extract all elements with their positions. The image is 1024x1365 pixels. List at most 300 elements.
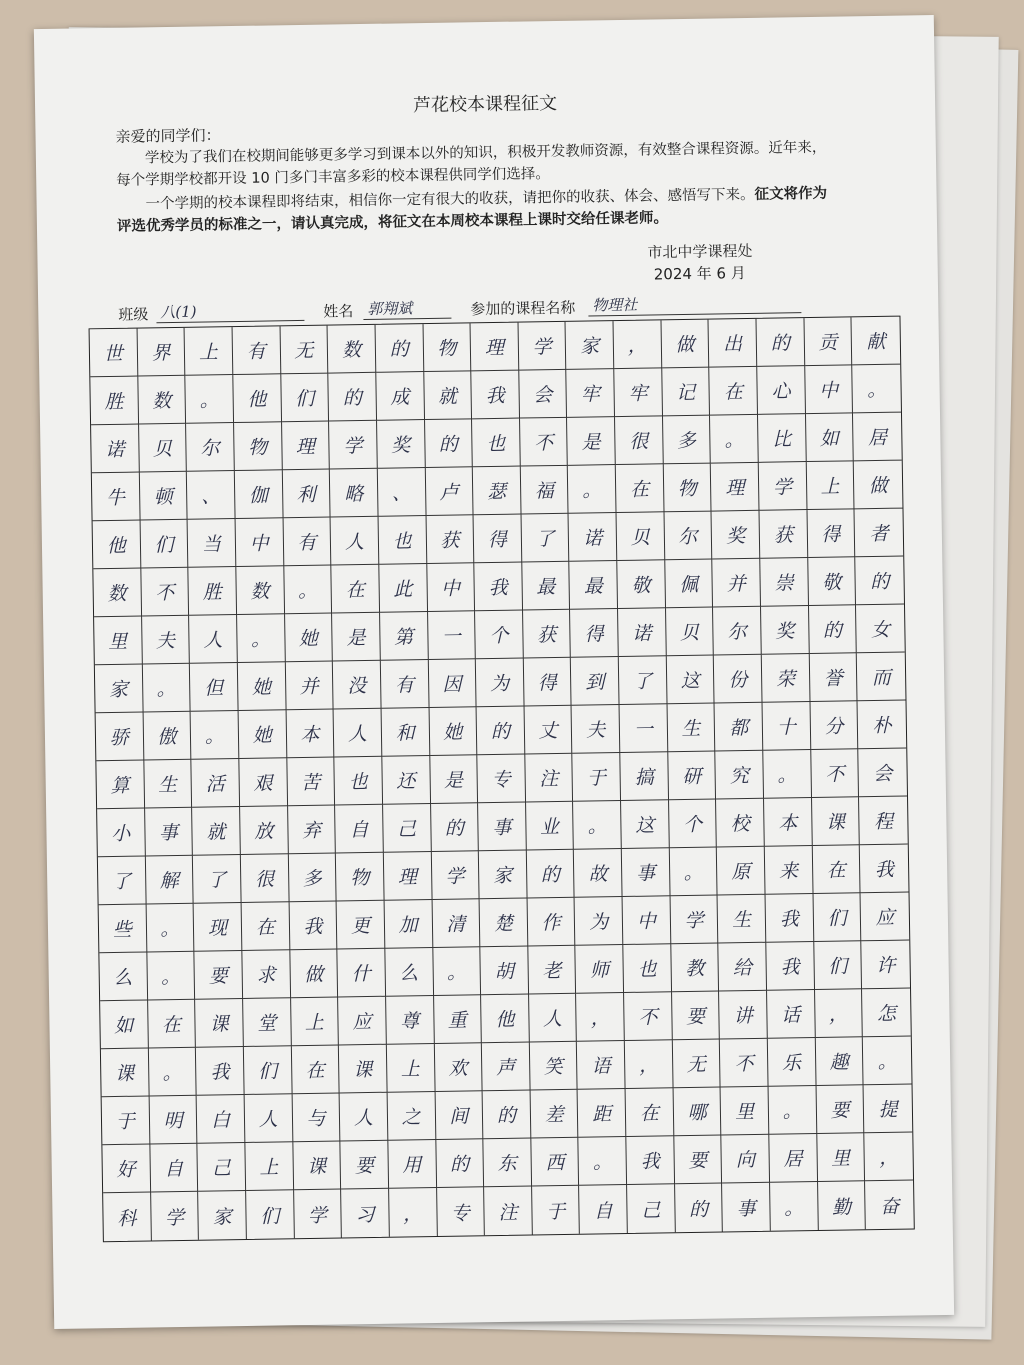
grid-cell: 业 — [526, 802, 574, 851]
grid-cell: 间 — [435, 1091, 483, 1140]
grid-cell: 中 — [623, 896, 671, 945]
grid-cell: 、 — [378, 468, 426, 517]
grid-cell: 。 — [579, 1137, 627, 1186]
grid-cell: 夫 — [572, 705, 620, 754]
grid-cell: 们 — [246, 1190, 294, 1239]
grid-cell: 生 — [667, 704, 715, 753]
grid-cell: 也 — [623, 944, 671, 993]
grid-cell: 课 — [195, 999, 243, 1048]
grid-cell: 家 — [479, 851, 527, 900]
grid-cell: 不 — [720, 1039, 768, 1088]
grid-cell: 学 — [294, 1189, 342, 1238]
grid-cell: 程 — [859, 797, 907, 846]
grid-cell: 此 — [379, 564, 427, 613]
grid-cell: 崇 — [760, 558, 808, 607]
grid-cell: 了 — [619, 656, 667, 705]
grid-cell: 理 — [471, 323, 519, 372]
grid-cell: 人 — [340, 1093, 388, 1142]
grid-cell: 教 — [671, 944, 719, 993]
grid-cell: 中 — [805, 365, 853, 414]
grid-cell: ， — [815, 989, 863, 1038]
grid-cell: 己 — [627, 1184, 675, 1233]
grid-cell: 本 — [286, 710, 334, 759]
grid-cell: ， — [865, 1132, 913, 1181]
grid-cell: 欢 — [434, 1043, 482, 1092]
course-label: 参加的课程名称 — [470, 298, 576, 319]
grid-cell: 理 — [282, 422, 330, 471]
grid-cell: 己 — [383, 804, 431, 853]
grid-cell: 数 — [236, 566, 284, 615]
grid-cell: 了 — [193, 855, 241, 904]
grid-cell: 佩 — [665, 560, 713, 609]
grid-cell: 为 — [476, 659, 524, 708]
grid-cell: 们 — [281, 374, 329, 423]
grid-cell: 贝 — [617, 512, 665, 561]
grid-cell: 要 — [195, 951, 243, 1000]
grid-cell: 尔 — [664, 512, 712, 561]
grid-cell: 注 — [484, 1186, 532, 1235]
name-label: 姓名 — [323, 302, 354, 321]
grid-cell: 要 — [816, 1085, 864, 1134]
grid-cell: 的 — [675, 1183, 723, 1232]
grid-cell: 得 — [807, 509, 855, 558]
instruction-paragraph — [116, 183, 837, 238]
grid-cell: 也 — [378, 516, 426, 565]
grid-cell: 事 — [722, 1183, 770, 1232]
grid-cell: 无 — [280, 326, 328, 375]
grid-cell: 明 — [149, 1096, 197, 1145]
grid-cell: 。 — [146, 904, 194, 953]
grid-cell: 许 — [862, 941, 910, 990]
grid-cell: 现 — [194, 903, 242, 952]
grid-cell: 第 — [380, 612, 428, 661]
instruction-text: 一个学期的校本课程即将结束，相信你一定有很大的收获，请把你的收获、体会、感悟写下来。 — [145, 186, 755, 213]
grid-cell: 来 — [765, 846, 813, 895]
grid-cell: 得 — [524, 658, 572, 707]
grid-cell: 趣 — [815, 1037, 863, 1086]
grid-cell: 科 — [103, 1192, 151, 1241]
grid-cell: 应 — [338, 997, 386, 1046]
grid-cell: 研 — [668, 752, 716, 801]
grid-cell: 当 — [188, 519, 236, 568]
grid-cell: 西 — [531, 1138, 579, 1187]
grid-cell: 作 — [527, 898, 575, 947]
grid-cell: 的 — [809, 605, 857, 654]
grid-cell: 的 — [856, 557, 904, 606]
grid-cell: 了 — [521, 514, 569, 563]
grid-cell: 尔 — [186, 423, 234, 472]
grid-cell: 生 — [718, 895, 766, 944]
grid-cell: 自 — [335, 805, 383, 854]
grid-cell: 乐 — [768, 1038, 816, 1087]
grid-cell: 诺 — [569, 513, 617, 562]
grid-cell: 要 — [341, 1141, 389, 1190]
grid-cell: 是 — [332, 613, 380, 662]
grid-cell: 伽 — [235, 470, 283, 519]
grid-cell: 福 — [521, 466, 569, 515]
grid-cell: 我 — [289, 901, 337, 950]
grid-cell: 讲 — [719, 991, 767, 1040]
grid-cell: 中 — [427, 563, 475, 612]
grid-cell: 。 — [710, 415, 758, 464]
grid-cell: 差 — [530, 1090, 578, 1139]
grid-cell: 自 — [150, 1144, 198, 1193]
grid-cell: 师 — [576, 945, 624, 994]
grid-cell: 就 — [424, 371, 472, 420]
grid-cell: 里 — [721, 1087, 769, 1136]
grid-cell: 了 — [98, 856, 146, 905]
grid-cell: 获 — [523, 610, 571, 659]
grid-cell: 并 — [713, 559, 761, 608]
grid-cell: 些 — [99, 904, 147, 953]
grid-cell: 应 — [861, 893, 909, 942]
grid-cell: 学 — [670, 896, 718, 945]
grid-cell: 他 — [93, 521, 141, 570]
grid-cell: 究 — [716, 751, 764, 800]
grid-cell: 一 — [428, 611, 476, 660]
grid-cell: 。 — [853, 365, 901, 414]
grid-cell: 学 — [431, 851, 479, 900]
grid-cell: 习 — [341, 1189, 389, 1238]
grid-cell: 她 — [238, 662, 286, 711]
grid-cell: 上 — [245, 1142, 293, 1191]
grid-cell: 于 — [532, 1186, 580, 1235]
name-field[interactable]: 郭翔斌 — [363, 297, 451, 320]
grid-cell: 者 — [855, 509, 903, 558]
grid-cell: 学 — [759, 462, 807, 511]
grid-cell: 敬 — [617, 560, 665, 609]
grid-cell: 。 — [574, 801, 622, 850]
signature-date: 2024 年 6 月 — [653, 263, 746, 284]
grid-cell: 我 — [474, 563, 522, 612]
grid-cell: 我 — [626, 1136, 674, 1185]
grid-cell: 艰 — [239, 758, 287, 807]
grid-cell: 们 — [140, 520, 188, 569]
grid-cell: 为 — [575, 897, 623, 946]
grid-cell: 。 — [147, 952, 195, 1001]
grid-cell: 向 — [722, 1135, 770, 1184]
intro-paragraph: 学校为了我们在校期间能够更多学习到课本以外的知识，积极开发教师资源，有效整合课程资源。近年来，每个学期学校都开设 10 门多门丰富多彩的校本课程供同学们选择。 — [116, 139, 827, 189]
grid-cell: 一 — [620, 704, 668, 753]
grid-cell: 记 — [662, 368, 710, 417]
grid-cell: 东 — [484, 1138, 532, 1187]
grid-cell: 白 — [197, 1095, 245, 1144]
grid-cell: 卢 — [425, 467, 473, 516]
grid-cell: 。 — [191, 711, 239, 760]
grid-cell: 之 — [387, 1092, 435, 1141]
grid-cell: 不 — [520, 418, 568, 467]
course-field[interactable]: 物理社 — [588, 291, 801, 316]
grid-cell: 小 — [97, 809, 145, 858]
grid-cell: 自 — [580, 1185, 628, 1234]
grid-cell: 里 — [94, 617, 142, 666]
grid-cell: ， — [625, 1040, 673, 1089]
grid-cell: 物 — [423, 323, 471, 372]
grid-cell: 丈 — [524, 706, 572, 755]
grid-cell: 得 — [474, 515, 522, 564]
grid-cell: 都 — [715, 703, 763, 752]
grid-cell: 我 — [471, 371, 519, 420]
grid-cell: 楚 — [480, 899, 528, 948]
grid-cell: 数 — [93, 569, 141, 618]
grid-cell: 苦 — [287, 758, 335, 807]
grid-cell: 理 — [711, 463, 759, 512]
grid-cell: 专 — [477, 755, 525, 804]
grid-cell: 尔 — [713, 607, 761, 656]
grid-cell: 贝 — [666, 608, 714, 657]
grid-cell: 校 — [716, 799, 764, 848]
grid-cell: 并 — [285, 662, 333, 711]
grid-cell: 语 — [577, 1041, 625, 1090]
grid-cell: 获 — [426, 515, 474, 564]
grid-cell: 家 — [566, 321, 614, 370]
grid-cell: 略 — [330, 469, 378, 518]
grid-cell: 家 — [198, 1191, 246, 1240]
grid-cell: 生 — [144, 760, 192, 809]
grid-cell: 。 — [670, 848, 718, 897]
grid-cell: ， — [389, 1188, 437, 1237]
grid-cell: 和 — [381, 708, 429, 757]
grid-cell: 在 — [626, 1088, 674, 1137]
grid-cell: 家 — [95, 665, 143, 714]
grid-cell: 牢 — [567, 369, 615, 418]
grid-cell: 牢 — [614, 368, 662, 417]
grid-cell: 会 — [519, 370, 567, 419]
grid-cell: 也 — [472, 419, 520, 468]
grid-cell: 奖 — [761, 606, 809, 655]
grid-cell: 注 — [525, 754, 573, 803]
grid-cell: 么 — [99, 952, 147, 1001]
grid-cell: 分 — [810, 701, 858, 750]
grid-cell: 诺 — [618, 608, 666, 657]
grid-cell: 居 — [769, 1134, 817, 1183]
grid-cell: 哪 — [673, 1087, 721, 1136]
grid-cell: 也 — [335, 757, 383, 806]
grid-cell: 不 — [624, 992, 672, 1041]
signature-org: 市北中学课程处 — [647, 241, 753, 262]
grid-cell: 在 — [148, 1000, 196, 1049]
grid-cell: 她 — [239, 710, 287, 759]
grid-cell: 。 — [142, 664, 190, 713]
grid-cell: 敬 — [808, 557, 856, 606]
grid-cell: 的 — [425, 419, 473, 468]
grid-cell: 人 — [245, 1094, 293, 1143]
grid-cell: 的 — [757, 318, 805, 367]
grid-cell: 份 — [714, 655, 762, 704]
grid-cell: 不 — [141, 568, 189, 617]
grid-cell: 到 — [571, 657, 619, 706]
grid-cell: 得 — [571, 609, 619, 658]
grid-cell: 们 — [244, 1046, 292, 1095]
grid-cell: 还 — [382, 756, 430, 805]
grid-cell: 放 — [240, 806, 288, 855]
grid-cell: 课 — [293, 1141, 341, 1190]
grid-cell: 多 — [288, 854, 336, 903]
grid-cell: 个 — [475, 611, 523, 660]
grid-cell: 贡 — [804, 317, 852, 366]
grid-cell: 比 — [758, 414, 806, 463]
grid-cell: 的 — [527, 850, 575, 899]
grid-cell: 傲 — [143, 712, 191, 761]
grid-cell: 这 — [621, 800, 669, 849]
essay-grid — [89, 316, 915, 1243]
grid-cell: 搞 — [620, 752, 668, 801]
grid-cell: 无 — [673, 1039, 721, 1088]
grid-cell: 诺 — [91, 425, 139, 474]
grid-cell: 。 — [763, 750, 811, 799]
grid-cell: 学 — [329, 421, 377, 470]
grid-cell: 事 — [145, 808, 193, 857]
grid-cell: 成 — [376, 372, 424, 421]
grid-cell: 重 — [434, 995, 482, 1044]
grid-cell: 他 — [481, 994, 529, 1043]
grid-cell: 故 — [574, 849, 622, 898]
grid-cell: 课 — [812, 797, 860, 846]
grid-cell: 们 — [813, 893, 861, 942]
grid-cell: 用 — [388, 1140, 436, 1189]
grid-cell: 。 — [769, 1086, 817, 1135]
class-field[interactable]: 八(1) — [156, 299, 304, 323]
grid-cell: 个 — [669, 800, 717, 849]
grid-cell: 有 — [232, 326, 280, 375]
grid-cell: 算 — [96, 761, 144, 810]
grid-cell: 。 — [770, 1182, 818, 1231]
grid-cell: 物 — [664, 464, 712, 513]
grid-cell: 的 — [375, 324, 423, 373]
grid-cell: 在 — [812, 845, 860, 894]
grid-cell: 在 — [710, 367, 758, 416]
grid-cell: 瑟 — [473, 467, 521, 516]
grid-cell: 与 — [292, 1093, 340, 1142]
grid-cell: 清 — [432, 899, 480, 948]
grid-cell: 学 — [518, 322, 566, 371]
grid-cell: 。 — [284, 566, 332, 615]
grid-cell: 我 — [860, 845, 908, 894]
grid-cell: 她 — [429, 707, 477, 756]
grid-cell: 奋 — [879, 1195, 900, 1218]
grid-cell: 们 — [814, 941, 862, 990]
grid-cell: 因 — [428, 659, 476, 708]
grid-cell: 专 — [437, 1187, 485, 1236]
grid-cell: 最 — [522, 562, 570, 611]
grid-cell: 的 — [436, 1139, 484, 1188]
grid-cell: 里 — [817, 1133, 865, 1182]
grid-cell: 老 — [528, 946, 576, 995]
grid-cell: 牛 — [92, 473, 140, 522]
grid-cell: 课 — [101, 1048, 149, 1097]
grid-cell: 。 — [237, 614, 285, 663]
grid-cell: ， — [577, 993, 625, 1042]
grid-cell: 有 — [381, 660, 429, 709]
instruction-bold-text: 征文将作为评选优秀学员的标准之一，请认真完成，将征文在本周校本课程上课时交给任课老师。 — [116, 185, 828, 235]
grid-cell: 在 — [616, 464, 664, 513]
grid-cell: 人 — [334, 709, 382, 758]
grid-cell: 我 — [196, 1047, 244, 1096]
grid-cell: 她 — [285, 614, 333, 663]
grid-cell: 给 — [719, 943, 767, 992]
grid-cell: 。 — [186, 375, 234, 424]
grid-cell: 、 — [187, 471, 235, 520]
grid-cell: 如 — [806, 413, 854, 462]
grid-cell: 出 — [709, 319, 757, 368]
grid-cell: 做 — [290, 949, 338, 998]
grid-cell: 怎 — [862, 989, 910, 1038]
grid-cell: 会 — [859, 749, 907, 798]
grid-cell: 是 — [567, 417, 615, 466]
grid-cell: 如 — [100, 1000, 148, 1049]
grid-cell: 女 — [856, 605, 904, 654]
grid-cell: 这 — [667, 656, 715, 705]
grid-cell: 献 — [852, 317, 900, 366]
grid-cell: 事 — [478, 803, 526, 852]
grid-cell: 解 — [145, 856, 193, 905]
grid-cell: 物 — [234, 422, 282, 471]
grid-cell: 的 — [483, 1090, 531, 1139]
grid-cell: 要 — [674, 1135, 722, 1184]
grid-cell: 界 — [137, 328, 185, 377]
class-label: 班级 — [118, 305, 149, 324]
grid-cell: 的 — [477, 707, 525, 756]
grid-cell: 人 — [189, 615, 237, 664]
grid-cell: 我 — [766, 894, 814, 943]
grid-cell: 学 — [151, 1192, 199, 1241]
grid-cell: 于 — [573, 753, 621, 802]
grid-cell: 胜 — [189, 567, 237, 616]
grid-cell: 加 — [384, 900, 432, 949]
grid-cell: 他 — [233, 374, 281, 423]
grid-cell: 夫 — [142, 616, 190, 665]
grid-cell: 胜 — [90, 377, 138, 426]
grid-cell: 的 — [431, 803, 479, 852]
grid-cell: ， — [614, 320, 662, 369]
grid-cell: 笑 — [530, 1042, 578, 1091]
grid-cell: 更 — [337, 901, 385, 950]
essay-sheet — [34, 15, 954, 1329]
grid-cell: 人 — [331, 517, 379, 566]
grid-cell: 己 — [198, 1143, 246, 1192]
grid-cell: 提 — [864, 1084, 912, 1133]
grid-cell: 勤 — [818, 1181, 866, 1230]
grid-cell: 人 — [529, 994, 577, 1043]
grid-cell: 世 — [90, 329, 138, 378]
grid-cell: 要 — [672, 991, 720, 1040]
grid-cell: 弃 — [288, 806, 336, 855]
grid-cell: 心 — [757, 366, 805, 415]
grid-cell: 数 — [138, 376, 186, 425]
grid-cell: 居 — [853, 413, 901, 462]
grid-cell: 奖 — [377, 420, 425, 469]
grid-cell: 声 — [482, 1042, 530, 1091]
grid-cell: 在 — [291, 1045, 339, 1094]
grid-cell: 上 — [387, 1044, 435, 1093]
grid-cell: 数 — [328, 325, 376, 374]
grid-cell: 多 — [663, 416, 711, 465]
grid-cell: 没 — [333, 661, 381, 710]
grid-cell: 贝 — [139, 424, 187, 473]
grid-cell: 是 — [430, 755, 478, 804]
grid-cell: 求 — [242, 950, 290, 999]
grid-cell: 上 — [291, 997, 339, 1046]
grid-cell: 尊 — [386, 996, 434, 1045]
grid-cell: 。 — [149, 1048, 197, 1097]
grid-cell: 不 — [811, 749, 859, 798]
grid-cell: 课 — [339, 1045, 387, 1094]
grid-cell: 誉 — [809, 653, 857, 702]
grid-cell: 获 — [760, 510, 808, 559]
grid-cell: 我 — [766, 942, 814, 991]
grid-cell: 很 — [241, 854, 289, 903]
grid-cell: 骄 — [96, 713, 144, 762]
